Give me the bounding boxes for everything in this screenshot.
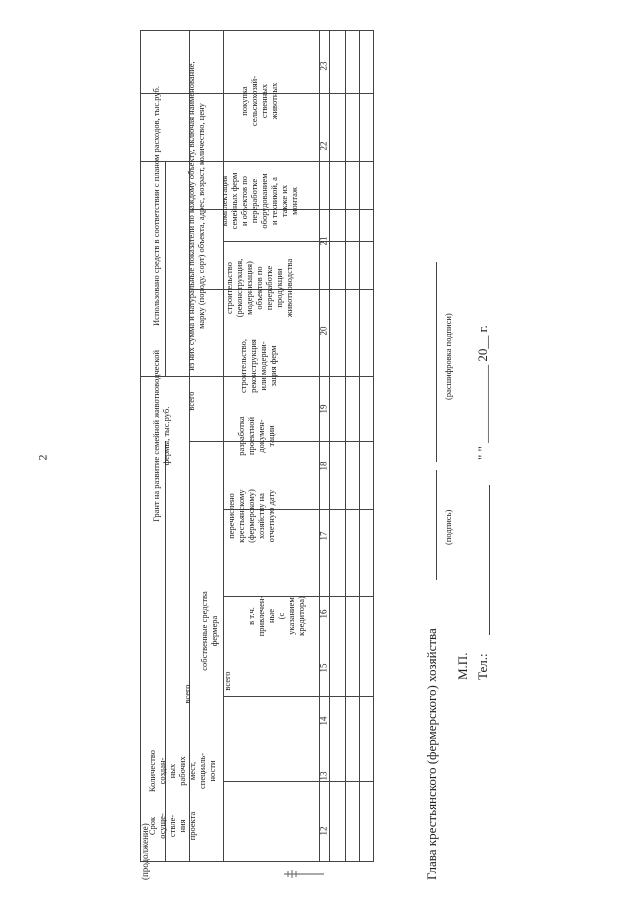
col-number: 21 [318, 236, 329, 246]
header-own-attracted: в т.ч. привлечен- ные (с указанием кредитора) [246, 595, 306, 637]
header-term: Срок осуще- ствле- ния проекта [147, 811, 197, 841]
col-number: 12 [318, 826, 329, 836]
header-own-total: всего [222, 671, 232, 691]
signature-line [436, 470, 437, 580]
col-number: 19 [318, 404, 329, 414]
header-col21: строительство (реконструкция, модернизация) объектов по переработке продукции животноводства [224, 258, 294, 318]
header-own-funds: собственные средства фермера [199, 591, 219, 671]
row-divider [345, 31, 346, 861]
col-divider [189, 441, 373, 442]
header-col19: разработка проектной докумен- тации [236, 416, 276, 456]
col-number: 14 [318, 716, 329, 726]
header-col22: комплектация семейных ферм и объектов по переработке оборудованием и техникой, а также их монтаж [219, 172, 299, 230]
col-number: 13 [318, 771, 329, 781]
signature-caption: (подпись) [443, 509, 453, 545]
head-of-farm-label: Глава крестьянского (фермерского) хозяйства [424, 628, 439, 880]
header-col20: строительство, реконструкция или модерни- зация ферм [238, 338, 278, 394]
row-divider [329, 31, 330, 861]
decode-caption: (расшифровка подписи) [443, 313, 453, 400]
header-used-detail: из них сумма и натуральные показатели по каждому объекту, включая наименование, марку (породу, сорт) объекта, адрес, возраст, количество, цену [186, 61, 206, 371]
stamp-label: М.П. [455, 652, 470, 680]
row-divider [319, 31, 320, 861]
col-number: 18 [318, 461, 329, 471]
date-field: " " ____________ 20__ г. [475, 325, 490, 460]
continuation-label: (продолжение) [140, 823, 150, 880]
header-grant-total: всего [182, 684, 192, 704]
col-number: 15 [318, 663, 329, 673]
page-number: 2 [35, 454, 50, 461]
header-jobs: Количество создан- ных рабочих мест, специаль- ности [147, 749, 217, 793]
header-col23: покупка сельскохозяй- ственных животных [239, 75, 279, 127]
col-number: 17 [318, 531, 329, 541]
header-used-total: всего [186, 391, 196, 411]
phone-label: Тел.: [475, 653, 490, 680]
phone-line [489, 485, 490, 635]
col-divider [223, 781, 373, 782]
decode-line [436, 262, 437, 462]
col-divider [223, 696, 373, 697]
col-number: 22 [318, 141, 329, 151]
header-used-group: Использовано средств в соответствии с планом расходов, тыс.руб. [151, 86, 161, 326]
row-divider [359, 31, 360, 861]
col-number: 16 [318, 609, 329, 619]
col-number: 20 [318, 326, 329, 336]
col-number: 23 [318, 61, 329, 71]
scan-mark [282, 868, 326, 880]
report-table [140, 30, 374, 862]
header-transferred: перечислено крестьянскому (фермерскому) хозяйству на отчетную дату [226, 489, 276, 543]
header-grant-group: Грант на развитие семейной животноводческой фермы, тыс.руб. [151, 350, 171, 523]
